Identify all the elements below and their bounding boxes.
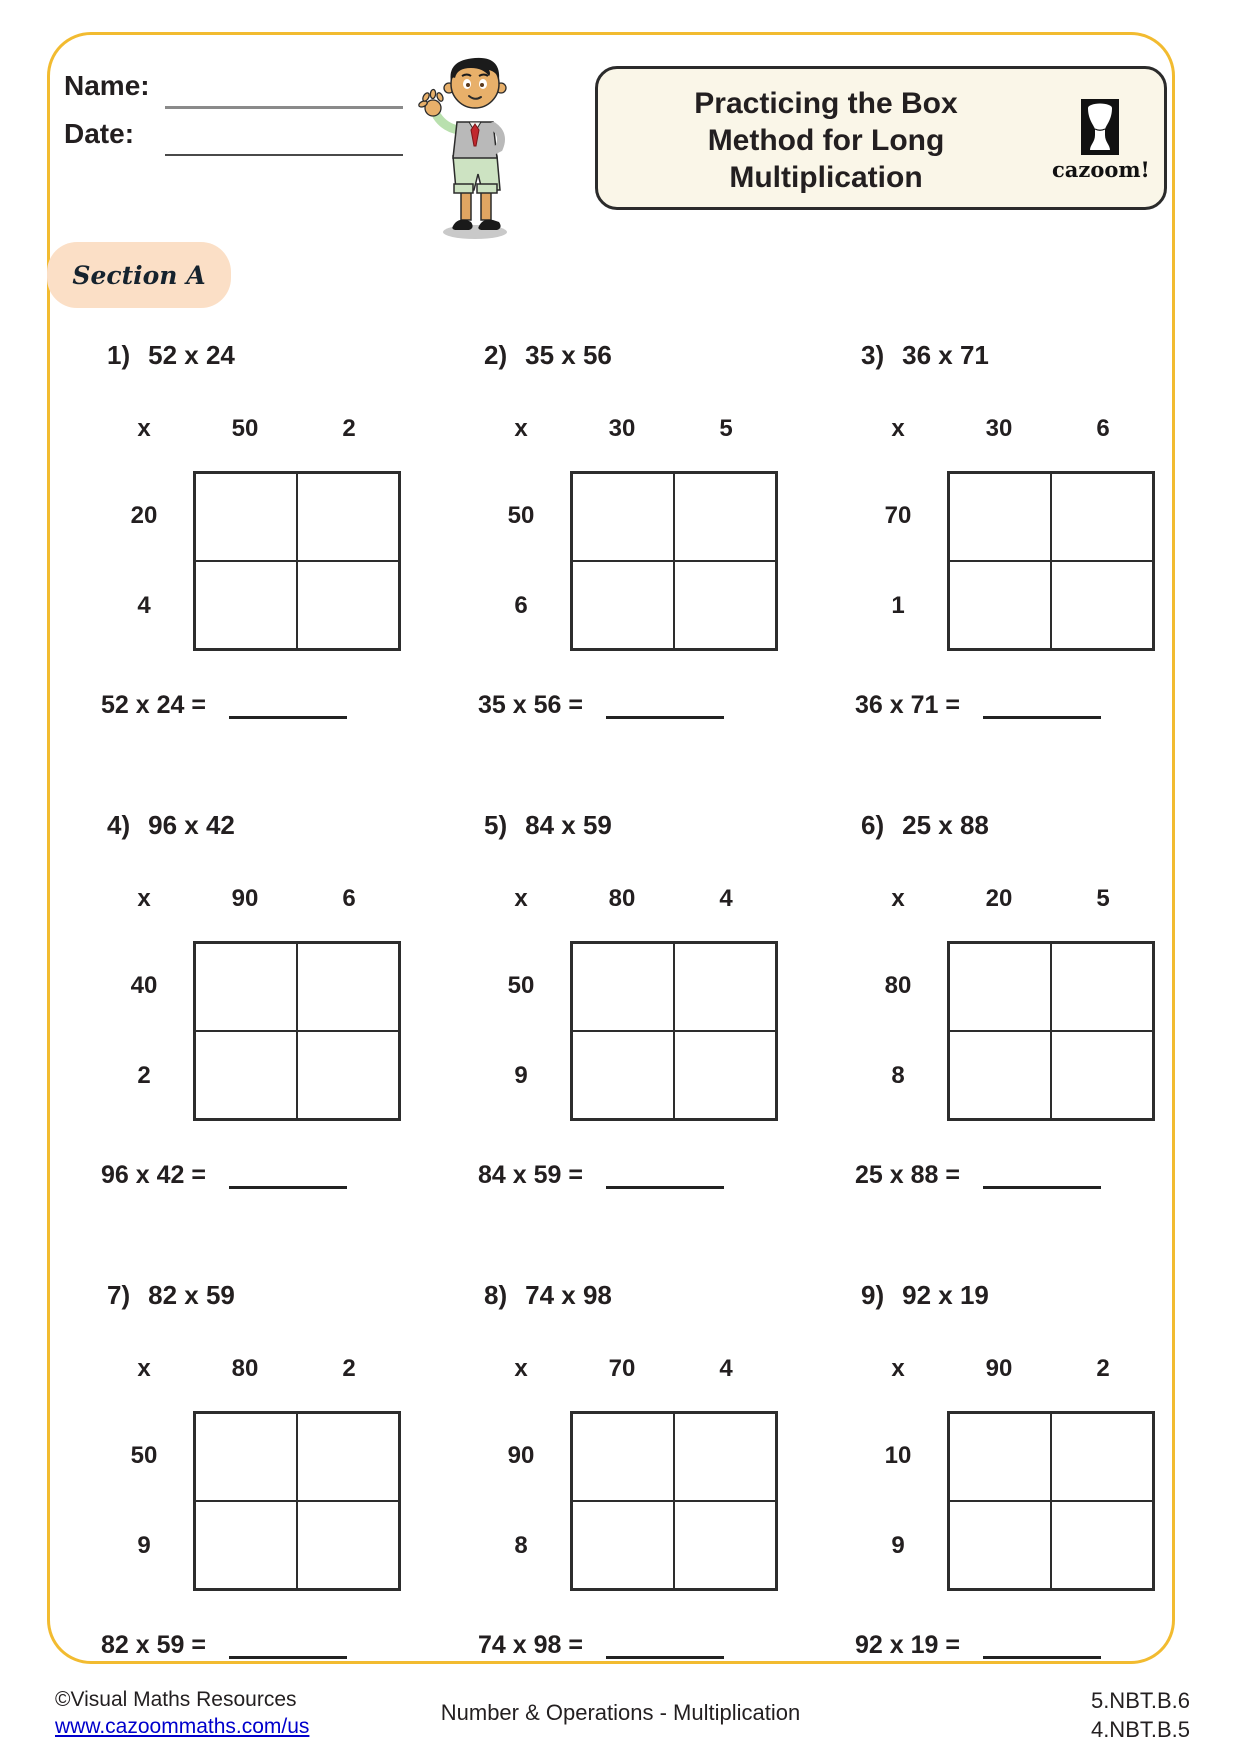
row-header-ones: 6 bbox=[514, 592, 528, 619]
column-header-ones: 6 bbox=[342, 885, 356, 912]
row-header-tens: 80 bbox=[884, 972, 912, 999]
multiply-symbol: x bbox=[514, 1355, 528, 1382]
row-header-tens: 50 bbox=[130, 1442, 158, 1469]
box-grid-body bbox=[95, 1411, 472, 1591]
box-grid-body bbox=[472, 941, 849, 1121]
row-header-tens: 40 bbox=[130, 972, 158, 999]
problem-number: 1) bbox=[107, 339, 131, 370]
problem-heading bbox=[861, 340, 1226, 370]
answer-row bbox=[101, 1161, 472, 1190]
answer-box-cell bbox=[196, 562, 296, 648]
problem-heading bbox=[107, 1280, 472, 1310]
problem-block bbox=[849, 1280, 1226, 1750]
problem-heading bbox=[484, 340, 849, 370]
answer-blank-line bbox=[606, 1186, 724, 1189]
answer-blank-line bbox=[606, 1656, 724, 1659]
copyright-text: ©Visual Maths Resources bbox=[55, 1688, 297, 1711]
problem-number: 7) bbox=[107, 1279, 131, 1310]
box-row-headers bbox=[95, 941, 193, 1121]
row-header-tens: 50 bbox=[507, 502, 535, 529]
problem-number: 8) bbox=[484, 1279, 508, 1310]
row-header-tens: 10 bbox=[884, 1442, 912, 1469]
answer-blank-line bbox=[606, 716, 724, 719]
answer-row bbox=[478, 1161, 849, 1190]
column-header-ones: 5 bbox=[1096, 885, 1110, 912]
problem-number: 2) bbox=[484, 339, 508, 370]
title-line-2: Method for Long bbox=[707, 124, 945, 157]
problem-expression: 35 x 56 bbox=[525, 339, 612, 370]
answer-blank-line bbox=[229, 1656, 347, 1659]
answer-row bbox=[101, 1631, 472, 1660]
answer-label: 82 x 59 = bbox=[101, 1631, 206, 1659]
problem-block bbox=[95, 1280, 472, 1750]
name-label: Name: bbox=[64, 70, 150, 101]
problem-block bbox=[95, 810, 472, 1280]
problem-number: 3) bbox=[861, 339, 885, 370]
problem-expression: 82 x 59 bbox=[148, 1279, 235, 1310]
answer-row bbox=[855, 691, 1226, 720]
box-column-headers bbox=[472, 415, 849, 445]
column-header-ones: 2 bbox=[342, 1355, 356, 1382]
row-header-ones: 9 bbox=[891, 1532, 905, 1559]
box-grid-body bbox=[472, 1411, 849, 1591]
column-header-ones: 4 bbox=[719, 1355, 733, 1382]
answer-blank-line bbox=[229, 716, 347, 719]
box-row-headers bbox=[849, 1411, 947, 1591]
name-row bbox=[64, 70, 414, 118]
problem-heading bbox=[107, 810, 472, 840]
answer-box-cell bbox=[675, 1502, 775, 1588]
answer-label: 84 x 59 = bbox=[478, 1161, 583, 1189]
problem-block bbox=[472, 340, 849, 810]
problem-expression: 92 x 19 bbox=[902, 1279, 989, 1310]
answer-box-cell bbox=[573, 474, 673, 560]
column-header-tens: 50 bbox=[231, 415, 259, 442]
date-label: Date: bbox=[64, 118, 135, 149]
name-date-block bbox=[64, 70, 414, 166]
box-column-headers bbox=[95, 1355, 472, 1385]
box-grid-body bbox=[849, 471, 1226, 651]
answer-box-cell bbox=[196, 1414, 296, 1500]
problem-block bbox=[472, 1280, 849, 1750]
row-header-tens: 90 bbox=[507, 1442, 535, 1469]
box-row-headers bbox=[849, 941, 947, 1121]
multiply-symbol: x bbox=[891, 415, 905, 442]
answer-box-cell bbox=[573, 1032, 673, 1118]
column-header-ones: 5 bbox=[719, 415, 733, 442]
problem-number: 5) bbox=[484, 809, 508, 840]
standard-code-2: 4.NBT.B.5 bbox=[1090, 1717, 1190, 1742]
answer-blank-line bbox=[229, 1186, 347, 1189]
answer-box-cell bbox=[298, 1032, 398, 1118]
box-grid-body bbox=[849, 941, 1226, 1121]
answer-box-cell bbox=[675, 1414, 775, 1500]
column-header-tens: 20 bbox=[985, 885, 1013, 912]
answer-row bbox=[478, 691, 849, 720]
problem-number: 6) bbox=[861, 809, 885, 840]
date-blank-line bbox=[165, 154, 403, 156]
date-row bbox=[64, 118, 414, 166]
answer-box-cell bbox=[1052, 1032, 1152, 1118]
row-header-ones: 8 bbox=[514, 1532, 528, 1559]
box-grid bbox=[570, 471, 778, 651]
answer-box-cell bbox=[950, 944, 1050, 1030]
row-header-ones: 4 bbox=[137, 592, 151, 619]
answer-box-cell bbox=[950, 1032, 1050, 1118]
box-grid bbox=[570, 941, 778, 1121]
answer-box-cell bbox=[950, 1414, 1050, 1500]
name-blank-line bbox=[165, 106, 403, 109]
column-header-tens: 90 bbox=[985, 1355, 1013, 1382]
title-box bbox=[595, 66, 1167, 210]
problem-heading bbox=[861, 810, 1226, 840]
answer-box-cell bbox=[1052, 944, 1152, 1030]
answer-box-cell bbox=[573, 1414, 673, 1500]
box-grid bbox=[947, 1411, 1155, 1591]
answer-box-cell bbox=[573, 562, 673, 648]
answer-box-cell bbox=[675, 944, 775, 1030]
multiply-symbol: x bbox=[137, 885, 151, 912]
answer-box-cell bbox=[675, 1032, 775, 1118]
box-row-headers bbox=[472, 471, 570, 651]
box-grid bbox=[193, 1411, 401, 1591]
row-header-tens: 20 bbox=[130, 502, 158, 529]
problem-heading bbox=[484, 1280, 849, 1310]
answer-box-cell bbox=[950, 1502, 1050, 1588]
answer-box-cell bbox=[950, 562, 1050, 648]
answer-row bbox=[855, 1631, 1226, 1660]
column-header-tens: 90 bbox=[231, 885, 259, 912]
box-row-headers bbox=[95, 1411, 193, 1591]
row-header-ones: 8 bbox=[891, 1062, 905, 1089]
problem-expression: 52 x 24 bbox=[148, 339, 235, 370]
box-column-headers bbox=[95, 415, 472, 445]
column-header-tens: 30 bbox=[985, 415, 1013, 442]
worksheet-title bbox=[606, 85, 1046, 196]
box-column-headers bbox=[95, 885, 472, 915]
category-text: Number & Operations - Multiplication bbox=[440, 1700, 801, 1725]
standards-block bbox=[1091, 1686, 1190, 1744]
answer-label: 96 x 42 = bbox=[101, 1161, 206, 1189]
row-header-ones: 9 bbox=[514, 1062, 528, 1089]
problem-expression: 74 x 98 bbox=[525, 1279, 612, 1310]
box-grid bbox=[947, 471, 1155, 651]
problem-expression: 25 x 88 bbox=[902, 809, 989, 840]
answer-box-cell bbox=[1052, 474, 1152, 560]
answer-box-cell bbox=[196, 944, 296, 1030]
problem-number: 9) bbox=[861, 1279, 885, 1310]
answer-blank-line bbox=[983, 716, 1101, 719]
row-header-ones: 9 bbox=[137, 1532, 151, 1559]
answer-box-cell bbox=[196, 474, 296, 560]
row-header-tens: 70 bbox=[884, 502, 912, 529]
problem-expression: 36 x 71 bbox=[902, 339, 989, 370]
problem-heading bbox=[484, 810, 849, 840]
answer-box-cell bbox=[298, 1414, 398, 1500]
answer-box-cell bbox=[298, 562, 398, 648]
box-row-headers bbox=[849, 471, 947, 651]
title-line-3: Multiplication bbox=[729, 161, 923, 194]
problem-heading bbox=[861, 1280, 1226, 1310]
row-header-ones: 2 bbox=[137, 1062, 151, 1089]
answer-label: 25 x 88 = bbox=[855, 1161, 960, 1189]
box-row-headers bbox=[95, 471, 193, 651]
box-row-headers bbox=[472, 1411, 570, 1591]
problem-block bbox=[472, 810, 849, 1280]
box-column-headers bbox=[849, 1355, 1226, 1385]
box-grid-body bbox=[95, 941, 472, 1121]
problem-heading bbox=[107, 340, 472, 370]
answer-box-cell bbox=[1052, 1414, 1152, 1500]
multiply-symbol: x bbox=[137, 415, 151, 442]
cazoom-logo-text: cazoom! bbox=[1052, 157, 1150, 182]
multiply-symbol: x bbox=[514, 415, 528, 442]
problems-grid bbox=[95, 340, 1226, 1750]
problem-expression: 96 x 42 bbox=[148, 809, 235, 840]
answer-box-cell bbox=[675, 562, 775, 648]
answer-label: 92 x 19 = bbox=[855, 1631, 960, 1659]
answer-box-cell bbox=[573, 944, 673, 1030]
row-header-tens: 50 bbox=[507, 972, 535, 999]
box-column-headers bbox=[472, 885, 849, 915]
column-header-ones: 2 bbox=[342, 415, 356, 442]
answer-row bbox=[855, 1161, 1226, 1190]
problem-block bbox=[95, 340, 472, 810]
answer-box-cell bbox=[298, 474, 398, 560]
box-grid-body bbox=[472, 471, 849, 651]
website-link[interactable]: www.cazoommaths.com/us bbox=[55, 1715, 310, 1738]
box-grid bbox=[570, 1411, 778, 1591]
answer-box-cell bbox=[1052, 1502, 1152, 1588]
multiply-symbol: x bbox=[891, 1355, 905, 1382]
column-header-tens: 80 bbox=[231, 1355, 259, 1382]
boy-illustration bbox=[413, 44, 517, 242]
standard-code-1: 5.NBT.B.6 bbox=[1090, 1688, 1190, 1713]
answer-row bbox=[478, 1631, 849, 1660]
answer-box-cell bbox=[196, 1502, 296, 1588]
answer-box-cell bbox=[675, 474, 775, 560]
column-header-tens: 80 bbox=[608, 885, 636, 912]
column-header-ones: 2 bbox=[1096, 1355, 1110, 1382]
answer-box-cell bbox=[298, 1502, 398, 1588]
section-a-label: Section A bbox=[72, 260, 206, 290]
column-header-ones: 4 bbox=[719, 885, 733, 912]
multiply-symbol: x bbox=[891, 885, 905, 912]
column-header-ones: 6 bbox=[1096, 415, 1110, 442]
box-grid bbox=[193, 941, 401, 1121]
box-grid-body bbox=[849, 1411, 1226, 1591]
box-grid bbox=[193, 471, 401, 651]
box-grid bbox=[947, 941, 1155, 1121]
cazoom-logo bbox=[1052, 99, 1148, 182]
box-row-headers bbox=[472, 941, 570, 1121]
answer-box-cell bbox=[950, 474, 1050, 560]
problem-number: 4) bbox=[107, 809, 131, 840]
problem-block bbox=[849, 810, 1226, 1280]
problem-expression: 84 x 59 bbox=[525, 809, 612, 840]
answer-blank-line bbox=[983, 1656, 1101, 1659]
box-column-headers bbox=[849, 415, 1226, 445]
multiply-symbol: x bbox=[514, 885, 528, 912]
answer-row bbox=[101, 691, 472, 720]
drum-icon bbox=[1081, 99, 1119, 155]
answer-box-cell bbox=[298, 944, 398, 1030]
column-header-tens: 70 bbox=[608, 1355, 636, 1382]
multiply-symbol: x bbox=[137, 1355, 151, 1382]
title-line-1: Practicing the Box bbox=[694, 87, 958, 120]
answer-box-cell bbox=[196, 1032, 296, 1118]
answer-label: 36 x 71 = bbox=[855, 691, 960, 719]
box-grid-body bbox=[95, 471, 472, 651]
answer-blank-line bbox=[983, 1186, 1101, 1189]
problem-block bbox=[849, 340, 1226, 810]
box-column-headers bbox=[849, 885, 1226, 915]
answer-label: 74 x 98 = bbox=[478, 1631, 583, 1659]
answer-label: 35 x 56 = bbox=[478, 691, 583, 719]
section-a-chip bbox=[47, 242, 231, 308]
row-header-ones: 1 bbox=[891, 592, 905, 619]
answer-box-cell bbox=[1052, 562, 1152, 648]
answer-box-cell bbox=[573, 1502, 673, 1588]
answer-label: 52 x 24 = bbox=[101, 691, 206, 719]
column-header-tens: 30 bbox=[608, 415, 636, 442]
box-column-headers bbox=[472, 1355, 849, 1385]
